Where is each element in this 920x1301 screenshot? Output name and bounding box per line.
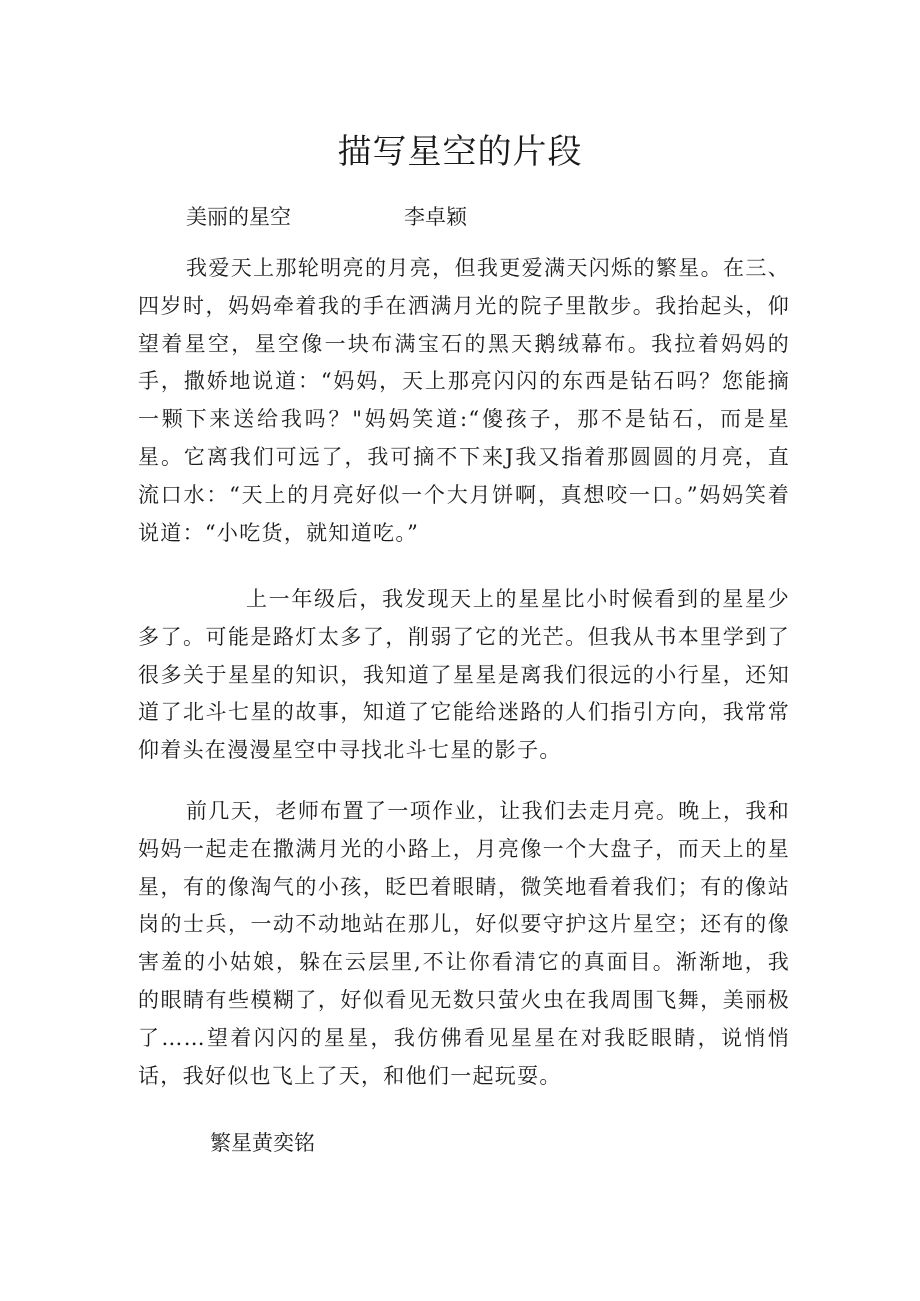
next-section-title: 繁星黄奕铭: [210, 1131, 315, 1155]
section-title: 美丽的星空: [186, 205, 291, 229]
section-heading: [186, 200, 467, 234]
paragraph-2: 上一年级后，我发现天上的星星比小时候看到的星星少多了。可能是路灯太多了，削弱了它的光芒。但我从书本里学到了很多关于星星的知识，我知道了星星是离我们很远的小行星，还知道了北斗七星的故事，知道了它能给迷路的人们指引方向，我常常仰着头在漫漫星空中寻找北斗七星的影子。: [138, 587, 790, 763]
paragraph-3: 前几天，老师布置了一项作业，让我们去走月亮。晚上，我和妈妈一起走在撒满月光的小路上，月亮像一个大盘子，而天上的星星，有的像淘气的小孩，眨巴着眼睛，微笑地看着我们；有的像站岗的士兵，一动不动地站在那儿，好似要守护这片星空；还有的像害羞的小姑娘，躲在云层里,不让你看清它的真面目。渐渐地，我的眼睛有些模糊了，好似看见无数只萤火虫在我周围飞舞，美丽极了……望着闪闪的星星，我仿佛看见星星在对我眨眼睛，说悄悄话，我好似也飞上了天，和他们一起玩耍。: [138, 799, 790, 1088]
document-title: 描写星空的片段: [337, 132, 583, 172]
paragraph-1: 我爱天上那轮明亮的月亮，但我更爱满天闪烁的繁星。在三、四岁时，妈妈牵着我的手在洒满月光的院子里散步。我抬起头，仰望着星空，星空像一块布满宝石的黑天鹅绒幕布。我拉着妈妈的手，撒娇地说道：“妈妈，天上那亮闪闪的东西是钻石吗？您能摘一颗下来送给我吗？"妈妈笑道:“傻孩子，那不是钻石，而是星星。它离我们可远了，我可摘不下来J我又指着那圆圆的月亮，直流口水：“天上的月亮好似一个大月饼啊，真想咬一口。”妈妈笑着说道：“小吃货，就知道吃。”: [138, 256, 790, 545]
author-name: 李卓颖: [404, 205, 467, 229]
